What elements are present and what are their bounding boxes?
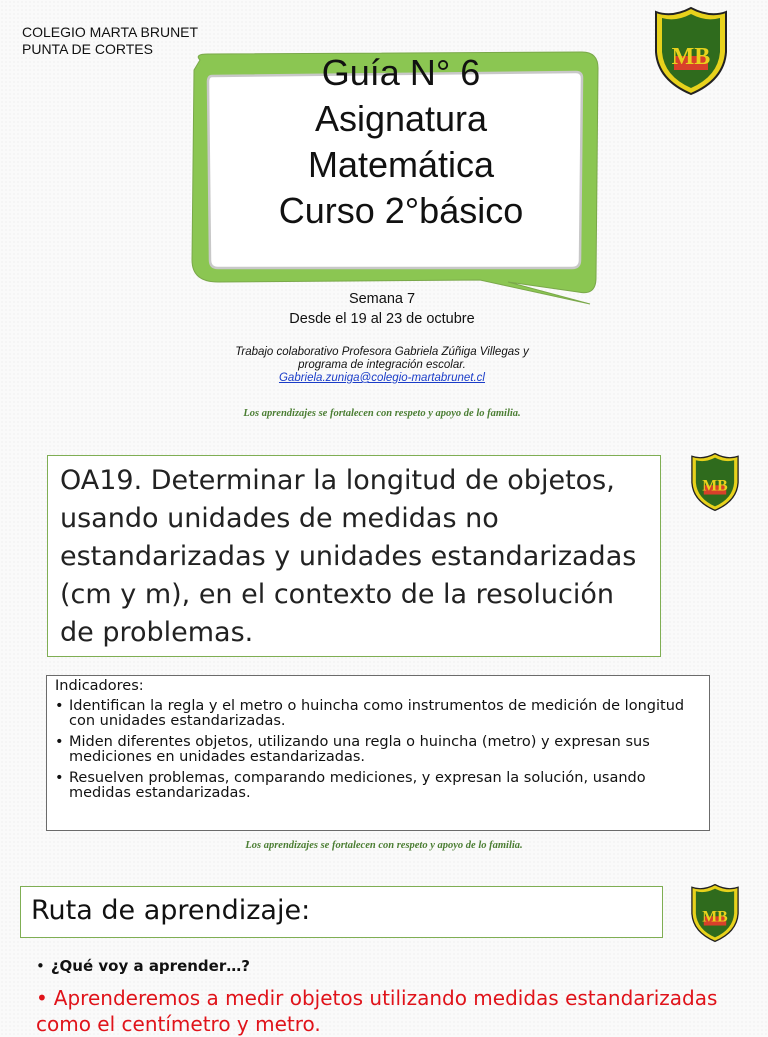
credits-line: programa de integración escolar. bbox=[298, 359, 466, 371]
school-crest-icon bbox=[686, 882, 744, 944]
route-answer bbox=[36, 985, 736, 1037]
crest-logo-text: MB bbox=[702, 477, 728, 495]
route-title: Ruta de aprendizaje: bbox=[20, 886, 663, 938]
indicator-item: • Identifican la regla y el metro o huincha como instrumentos de medición de longitud con unidades estandarizadas. bbox=[55, 699, 701, 729]
indicators-title: Indicadores: bbox=[55, 678, 144, 694]
cover-title bbox=[230, 50, 572, 234]
credits bbox=[170, 346, 594, 385]
title-line: Curso 2°básico bbox=[278, 190, 524, 231]
title-line: Asignatura bbox=[314, 98, 488, 139]
bullet-icon: • bbox=[36, 986, 48, 1010]
objective-line: estandarizadas y unidades estandarizadas bbox=[60, 541, 637, 572]
week-dates: Desde el 19 al 23 de octubre bbox=[289, 311, 475, 327]
objective-line: usando unidades de medidas no bbox=[60, 503, 499, 534]
family-motto: Los aprendizajes se fortalecen con respeto y apoyo de lo familia. bbox=[243, 408, 521, 419]
school-crest-icon bbox=[686, 451, 744, 513]
credits-line: Trabajo colaborativo Profesora Gabriela Zúñiga Villegas y bbox=[235, 346, 529, 358]
question-text: ¿Qué voy a aprender…? bbox=[50, 957, 250, 975]
school-crest-icon bbox=[652, 4, 730, 98]
school-name-line1: COLEGIO MARTA BRUNET bbox=[22, 24, 199, 40]
indicator-item: • Resuelven problemas, comparando mediciones, y expresan la solución, usando medidas estandarizadas. bbox=[55, 771, 701, 801]
family-motto: Los aprendizajes se fortalecen con respeto y apoyo de lo familia. bbox=[245, 840, 523, 851]
crest-logo-text: MB bbox=[702, 908, 728, 926]
answer-text: Aprenderemos a medir objetos utilizando medidas estandarizadas como el centímetro y metro. bbox=[36, 986, 718, 1036]
title-line: Matemática bbox=[307, 144, 495, 185]
title-line: Guía N° 6 bbox=[321, 52, 481, 93]
email-link[interactable]: Gabriela.zuniga@colegio-martabrunet.cl bbox=[278, 372, 485, 384]
indicators-panel bbox=[46, 675, 710, 831]
indicator-item: • Miden diferentes objetos, utilizando una regla o huincha (metro) y expresan sus mediciones en unidades estandarizadas. bbox=[55, 735, 701, 765]
route-question bbox=[36, 956, 250, 976]
bullet-icon: • bbox=[36, 957, 45, 975]
learning-objective bbox=[47, 455, 661, 657]
crest-logo-text: MB bbox=[671, 44, 711, 70]
school-name bbox=[22, 24, 198, 58]
indicators-list bbox=[55, 699, 701, 801]
objective-line: OA19. Determinar la longitud de objetos, bbox=[60, 465, 615, 496]
school-name-line2: PUNTA DE CORTES bbox=[22, 41, 153, 57]
week-info bbox=[232, 289, 532, 329]
week-label: Semana 7 bbox=[348, 291, 416, 307]
objective-line: (cm y m), en el contexto de la resolución bbox=[60, 579, 614, 610]
objective-line: de problemas. bbox=[60, 617, 254, 648]
